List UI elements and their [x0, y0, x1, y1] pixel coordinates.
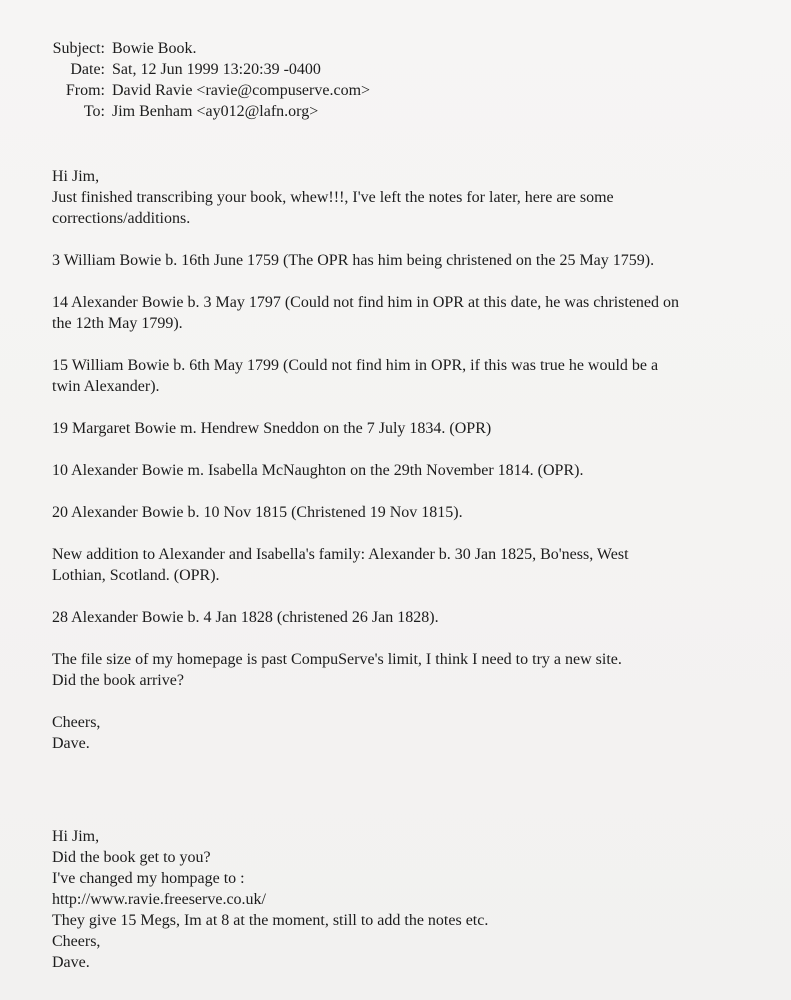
followup-signature: Dave.	[52, 954, 90, 971]
correction-item-19	[52, 418, 762, 439]
filesize-paragraph	[52, 649, 762, 691]
correction-item-28	[52, 607, 762, 628]
subject-label: Subject:	[52, 40, 105, 57]
to-value: Jim Benham <ay012@lafn.org>	[112, 103, 319, 120]
correction-line: 15 William Bowie b. 6th May 1799 (Could not find him in OPR, if this was true he would be a	[52, 357, 659, 374]
homepage-url: http://www.ravie.freeserve.co.uk/	[52, 891, 266, 908]
date-row	[52, 59, 370, 80]
intro-line: Just finished transcribing your book, whew!!!, I've left the notes for later, here are some	[52, 189, 614, 206]
signature: Dave.	[52, 735, 90, 752]
email-body	[52, 166, 762, 754]
correction-line: the 12th May 1799).	[52, 315, 183, 332]
correction-line: 14 Alexander Bowie b. 3 May 1797 (Could not find him in OPR at this date, he was christened on	[52, 294, 680, 311]
followup-greeting: Hi Jim,	[52, 828, 100, 845]
intro-line: corrections/additions.	[52, 210, 191, 227]
from-row	[52, 80, 370, 101]
correction-line: 28 Alexander Bowie b. 4 Jan 1828 (christened 26 Jan 1828).	[52, 609, 439, 626]
to-row	[52, 101, 370, 122]
addition-line: New addition to Alexander and Isabella's family: Alexander b. 30 Jan 1825, Bo'ness, West	[52, 546, 629, 563]
followup-line: I've changed my hompage to :	[52, 870, 245, 887]
followup-line: They give 15 Megs, Im at 8 at the moment, still to add the notes etc.	[52, 912, 489, 929]
sign-off	[52, 712, 762, 754]
subject-row	[52, 38, 370, 59]
date-value: Sat, 12 Jun 1999 13:20:39 -0400	[112, 61, 321, 78]
to-label: To:	[83, 103, 105, 120]
followup-message	[52, 826, 752, 973]
addition-line: Lothian, Scotland. (OPR).	[52, 567, 220, 584]
followup-closing: Cheers,	[52, 933, 101, 950]
subject-value: Bowie Book.	[112, 40, 197, 57]
filesize-line: The file size of my homepage is past CompuServe's limit, I think I need to try a new site.	[52, 651, 622, 668]
correction-line: 3 William Bowie b. 16th June 1759 (The OPR has him being christened on the 25 May 1759).	[52, 252, 655, 269]
filesize-line: Did the book arrive?	[52, 672, 184, 689]
from-value: David Ravie <ravie@compuserve.com>	[112, 82, 371, 99]
correction-line: 10 Alexander Bowie m. Isabella McNaughton on the 29th November 1814. (OPR).	[52, 462, 584, 479]
correction-line: twin Alexander).	[52, 378, 160, 395]
from-label: From:	[65, 82, 105, 99]
followup-line: Did the book get to you?	[52, 849, 211, 866]
email-header	[52, 38, 370, 122]
correction-item-10	[52, 460, 762, 481]
correction-line: 19 Margaret Bowie m. Hendrew Sneddon on the 7 July 1834. (OPR)	[52, 420, 492, 437]
date-label: Date:	[70, 61, 105, 78]
correction-item-14	[52, 292, 762, 334]
correction-line: 20 Alexander Bowie b. 10 Nov 1815 (Christened 19 Nov 1815).	[52, 504, 463, 521]
correction-item-20	[52, 502, 762, 523]
greeting-paragraph	[52, 166, 762, 229]
greeting: Hi Jim,	[52, 168, 100, 185]
closing: Cheers,	[52, 714, 101, 731]
correction-item-15	[52, 355, 762, 397]
correction-item-3	[52, 250, 762, 271]
addition-paragraph	[52, 544, 762, 586]
